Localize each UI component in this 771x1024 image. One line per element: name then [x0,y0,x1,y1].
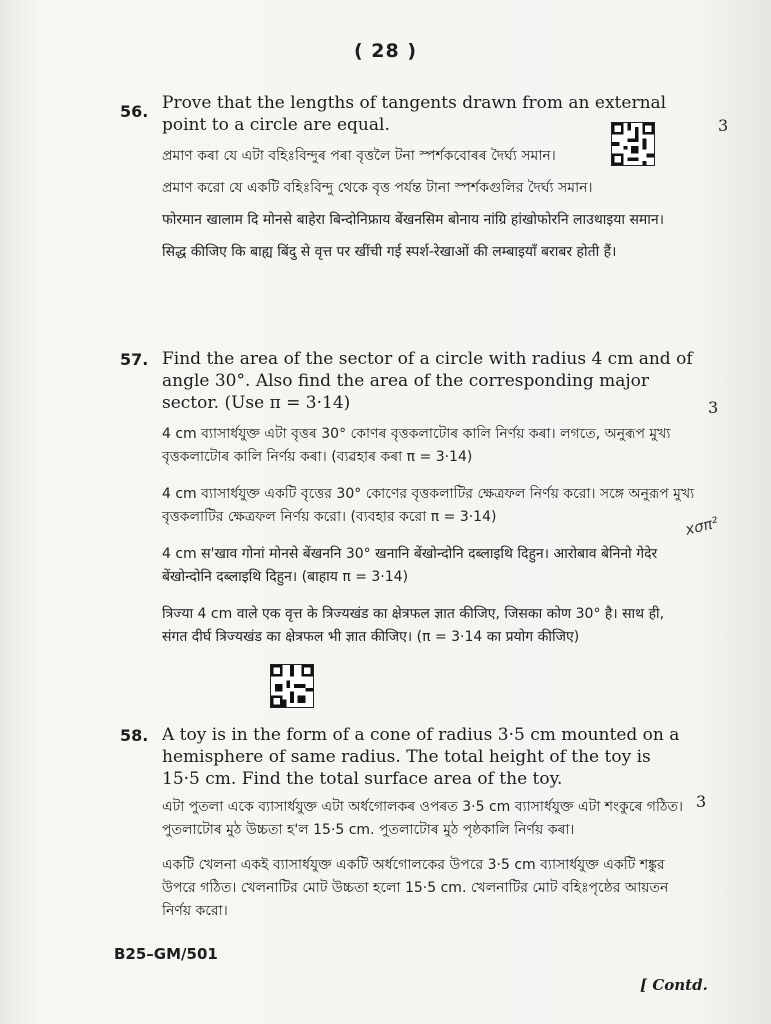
question-text-english: Find the area of the sector of a circle with radius 4 cm and of angle 30°. Also find the area of the corresponding major sector. (Use π = 3·14) [162,349,693,413]
question-text-hindi: सिद्ध कीजिए कि बाह्य बिंदु से वृत्त पर खींची गई स्पर्श-रेखाओं की लम्बाइयाँ बराबर होती हैं। [162,244,617,260]
paper-code-prefix: B25–GM/ [114,945,187,963]
question-57 [120,348,695,649]
marks-58: 3 [696,792,707,811]
qr-code-icon [611,122,655,166]
question-text-bengali: 4 cm ব্যাসার্ধযুক্ত একটি বৃত্তের 30° কোণের বৃত্তকলাটির ক্ষেত্রফল নির্ণয় করো। সঙ্গে অনুরূপ মুখ্য বৃত্তকলাটির ক্ষেত্রফল নির্ণয় করো। (ব্যবহার করো π = 3·14) [162,486,695,525]
marks-56: 3 [718,116,729,135]
page-number: ( 28 ) [353,40,418,62]
continued-label: [ Contd. [640,976,708,994]
question-number: 57. [120,350,149,369]
question-text-assamese: 4 cm ব্যাসাৰ্ধযুক্ত এটা বৃত্তৰ 30° কোণৰ বৃত্তকলাটোৰ কালি নিৰ্ণয় কৰা। লগতে, অনুৰূপ মুখ্য বৃত্তকলাটোৰ কালি নিৰ্ণয় কৰা। (ব্যৱহাৰ কৰা π = 3·14) [162,426,671,465]
question-text-bodo: 4 cm स'खाव गोनां मोनसे बेंखननि 30° खनानि बेंखोन्दोनि दब्लाइथि दिहुन। आरोबाव बेनिनो गेदेर बेंखोन्दोनि दब्लाइथि दिहुन। (बाहाय π = 3·14) [162,546,658,585]
paper-code-number: 501 [186,945,218,963]
question-text-assamese: এটা পুতলা একে ব্যাসাৰ্ধযুক্ত এটা অৰ্ধগোলকৰ ওপৰত 3·5 cm ব্যাসাৰ্ধযুক্ত এটা শংকুৰে গঠিত। পুতলাটোৰ মুঠ উচ্চতা হ'ল 15·5 cm. পুতলাটোৰ মুঠ পৃষ্ঠকালি নিৰ্ণয় কৰা। [162,799,683,838]
question-text-english: Prove that the lengths of tangents drawn from an external point to a circle are equal. [162,93,667,135]
marks-57: 3 [708,398,719,417]
question-text-english: A toy is in the form of a cone of radius 3·5 cm mounted on a hemisphere of same radius. The total height of the toy is 15·5 cm. Find the total surface area of the toy. [162,725,680,789]
question-text-bengali: প্রমাণ করো যে একটি বহিঃবিন্দু থেকে বৃত্ত পর্যন্ত টানা স্পর্শকগুলির দৈর্ঘ্য সমান। [162,180,593,196]
question-text-hindi: त्रिज्या 4 cm वाले एक वृत्त के त्रिज्यखंड का क्षेत्रफल ज्ञात कीजिए, जिसका कोण 30° है। साथ ही, संगत दीर्घ त्रिज्यखंड का क्षेत्रफल भी ज्ञात कीजिए। (π = 3·14 का प्रयोग कीजिए) [162,606,665,645]
handwritten-note: xσπ² [683,513,721,539]
question-number: 58. [120,726,149,745]
paper-code [114,945,218,963]
question-text-bengali: একটি খেলনা একই ব্যাসার্ধযুক্ত একটি অর্ধগোলকের উপরে 3·5 cm ব্যাসার্ধযুক্ত একটি শঙ্কুর উপরে গঠিত। খেলনাটির মোট উচ্চতা হলো 15·5 cm. খেলনাটির মোট বহিঃপৃষ্ঠের আয়তন নির্ণয় করো। [162,857,669,919]
question-58 [122,724,682,923]
question-text-assamese: প্ৰমাণ কৰা যে এটা বহিঃবিন্দুৰ পৰা বৃত্তলৈ টনা স্পৰ্শকবোৰৰ দৈৰ্ঘ্য সমান। [162,148,556,164]
question-number: 56. [120,102,149,121]
question-text-bodo: फोरमान खालाम दि मोनसे बाहेरा बिन्दोनिफ्राय बेंखनसिम बोनाय नांग्रि हांखोफोरनि लाउथाइया समान। [162,212,665,228]
qr-code-icon [270,664,314,708]
question-56 [122,92,682,264]
